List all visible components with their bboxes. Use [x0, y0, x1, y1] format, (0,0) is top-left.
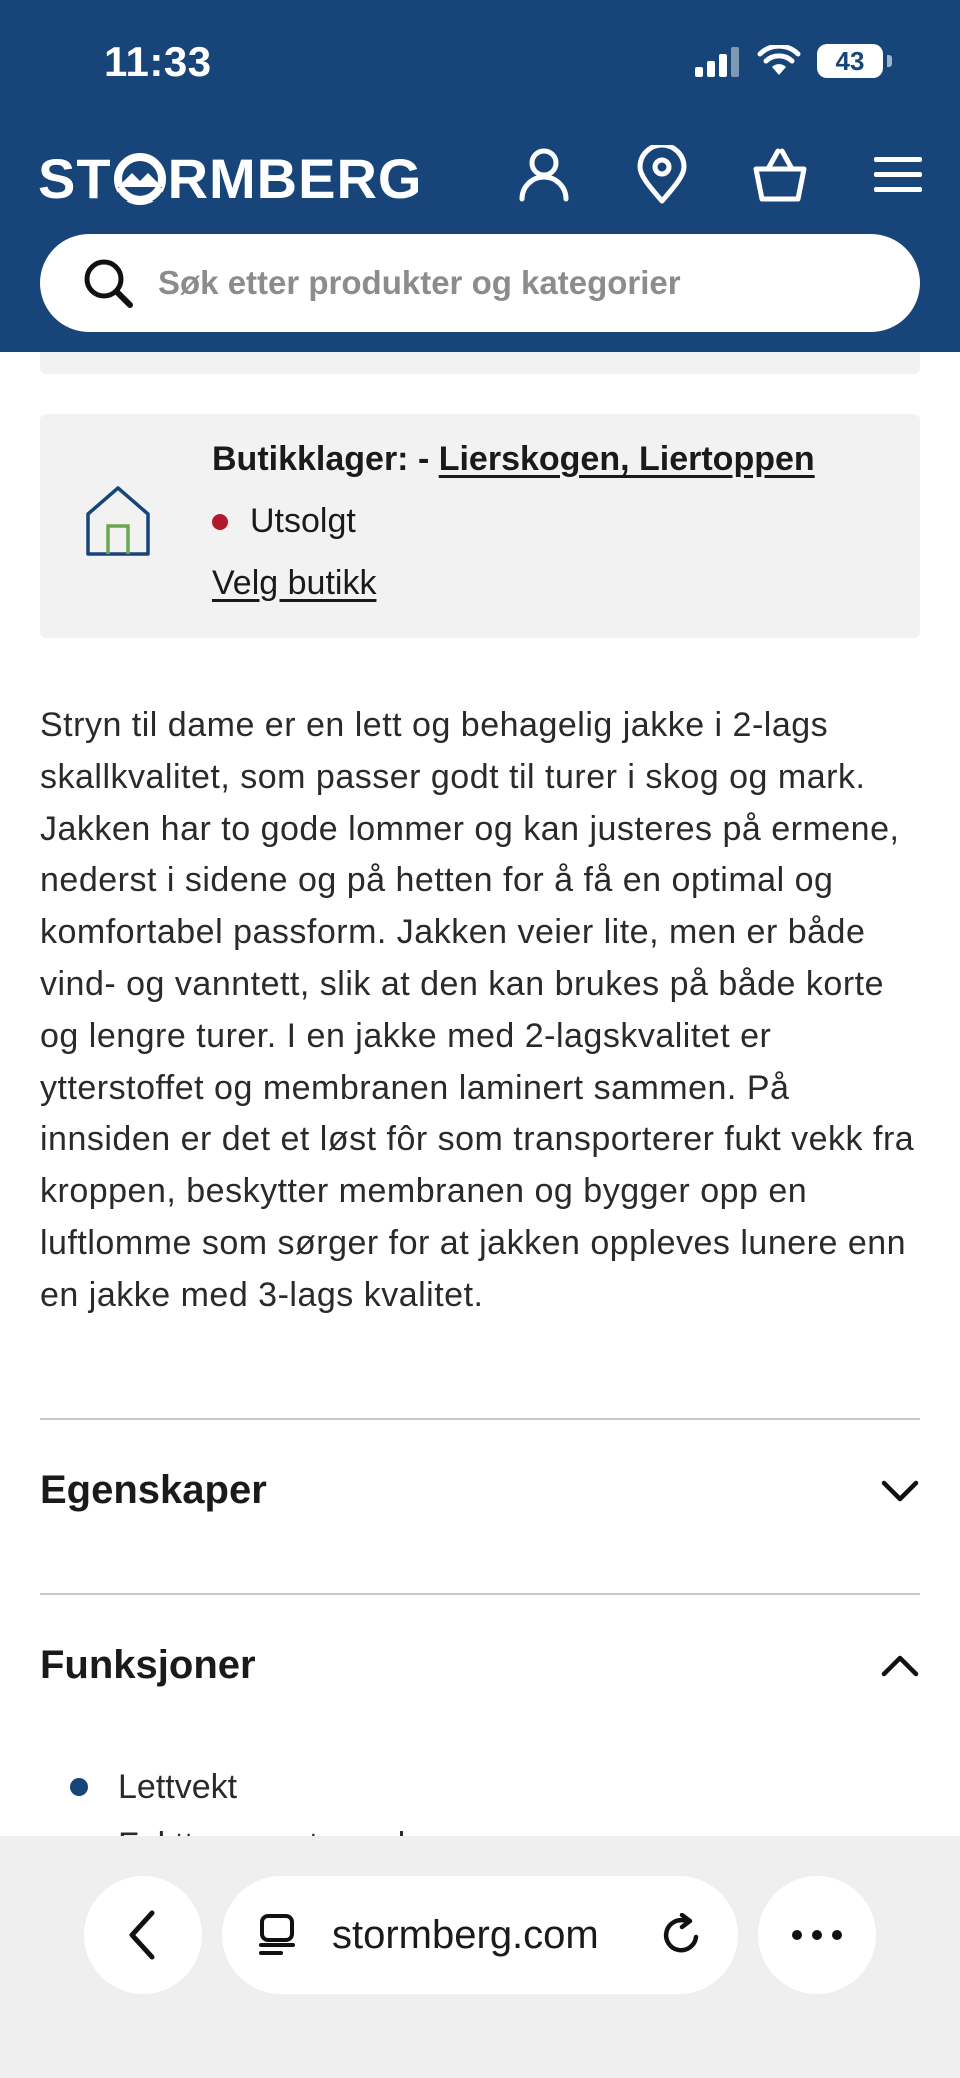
location-pin-icon[interactable] [634, 144, 690, 206]
stock-status [212, 502, 356, 541]
battery-level: 43 [835, 45, 865, 76]
accordion-divider [40, 1418, 920, 1420]
stock-status-dot [212, 514, 228, 530]
bullet-dot [70, 1778, 88, 1796]
hamburger-menu-icon[interactable] [870, 144, 926, 206]
site-header [0, 0, 960, 352]
shopping-bag-icon[interactable] [752, 144, 808, 206]
address-bar[interactable] [222, 1876, 738, 1994]
browser-toolbar [0, 1836, 960, 2078]
chevron-down-icon [880, 1478, 920, 1504]
store-stock-label: Butikklager: - [212, 440, 430, 478]
store-house-icon [84, 484, 152, 558]
accordion-funksjoner[interactable] [40, 1643, 920, 1688]
list-item [40, 1758, 424, 1816]
battery-cap [887, 55, 892, 67]
choose-store-link[interactable]: Velg butikk [212, 564, 377, 602]
wifi-icon [757, 45, 801, 77]
status-icons [693, 44, 892, 78]
battery-indicator [817, 44, 883, 78]
previous-section-box [40, 352, 920, 374]
accordion-title: Funksjoner [40, 1643, 256, 1687]
header-nav-icons [516, 144, 926, 206]
search-input[interactable] [158, 264, 898, 302]
logo-mountain-icon [114, 153, 166, 205]
more-dots-icon [791, 1929, 843, 1941]
accordion-egenskaper[interactable] [40, 1468, 920, 1513]
logo-text-right: RMBERG [167, 147, 423, 210]
account-icon[interactable] [516, 144, 572, 206]
url-text: stormberg.com [332, 1912, 599, 1957]
store-names-link[interactable]: Lierskogen, Liertoppen [438, 440, 815, 478]
status-time: 11:33 [104, 38, 212, 85]
chevron-left-icon [126, 1909, 160, 1961]
accordion-title: Egenskaper [40, 1468, 267, 1512]
search-bar[interactable] [40, 234, 920, 332]
feature-label: Lettvekt [118, 1767, 238, 1806]
cellular-signal-icon [693, 45, 741, 77]
back-button[interactable] [84, 1876, 202, 1994]
product-description: Stryn til dame er en lett og behagelig jakke i 2-lags skallkvalitet, som passer godt til turer i skog og mark. Jakken har to gode lommer og kan justeres på ermene, nederst i sidene og på hetten for å få en optimal og komfortabel passform. Jakken veier lite, men er både vind- og vanntett, slik at den kan brukes på både korte og lengre turer. I en jakke med 2-lagskvalitet er ytterstoffet og membranen laminert sammen. På innsiden er det et løst fôr som transporterer fukt vekk fra kroppen, beskytter membranen og bygger opp en luftlomme som sørger for at jakken oppleves lunere enn en jakke med 3-lags kvalitet. [40, 706, 915, 1314]
chevron-up-icon [880, 1653, 920, 1679]
store-stock-box [40, 414, 920, 638]
stock-status-text: Utsolgt [250, 502, 356, 540]
accordion-divider [40, 1593, 920, 1595]
reload-icon[interactable] [660, 1913, 704, 1957]
logo-text-left: ST [38, 147, 112, 210]
search-icon [82, 257, 134, 309]
page-menu-icon[interactable] [256, 1913, 298, 1957]
stormberg-logo[interactable] [38, 146, 422, 211]
more-options-button[interactable] [758, 1876, 876, 1994]
store-stock-line [212, 440, 815, 479]
